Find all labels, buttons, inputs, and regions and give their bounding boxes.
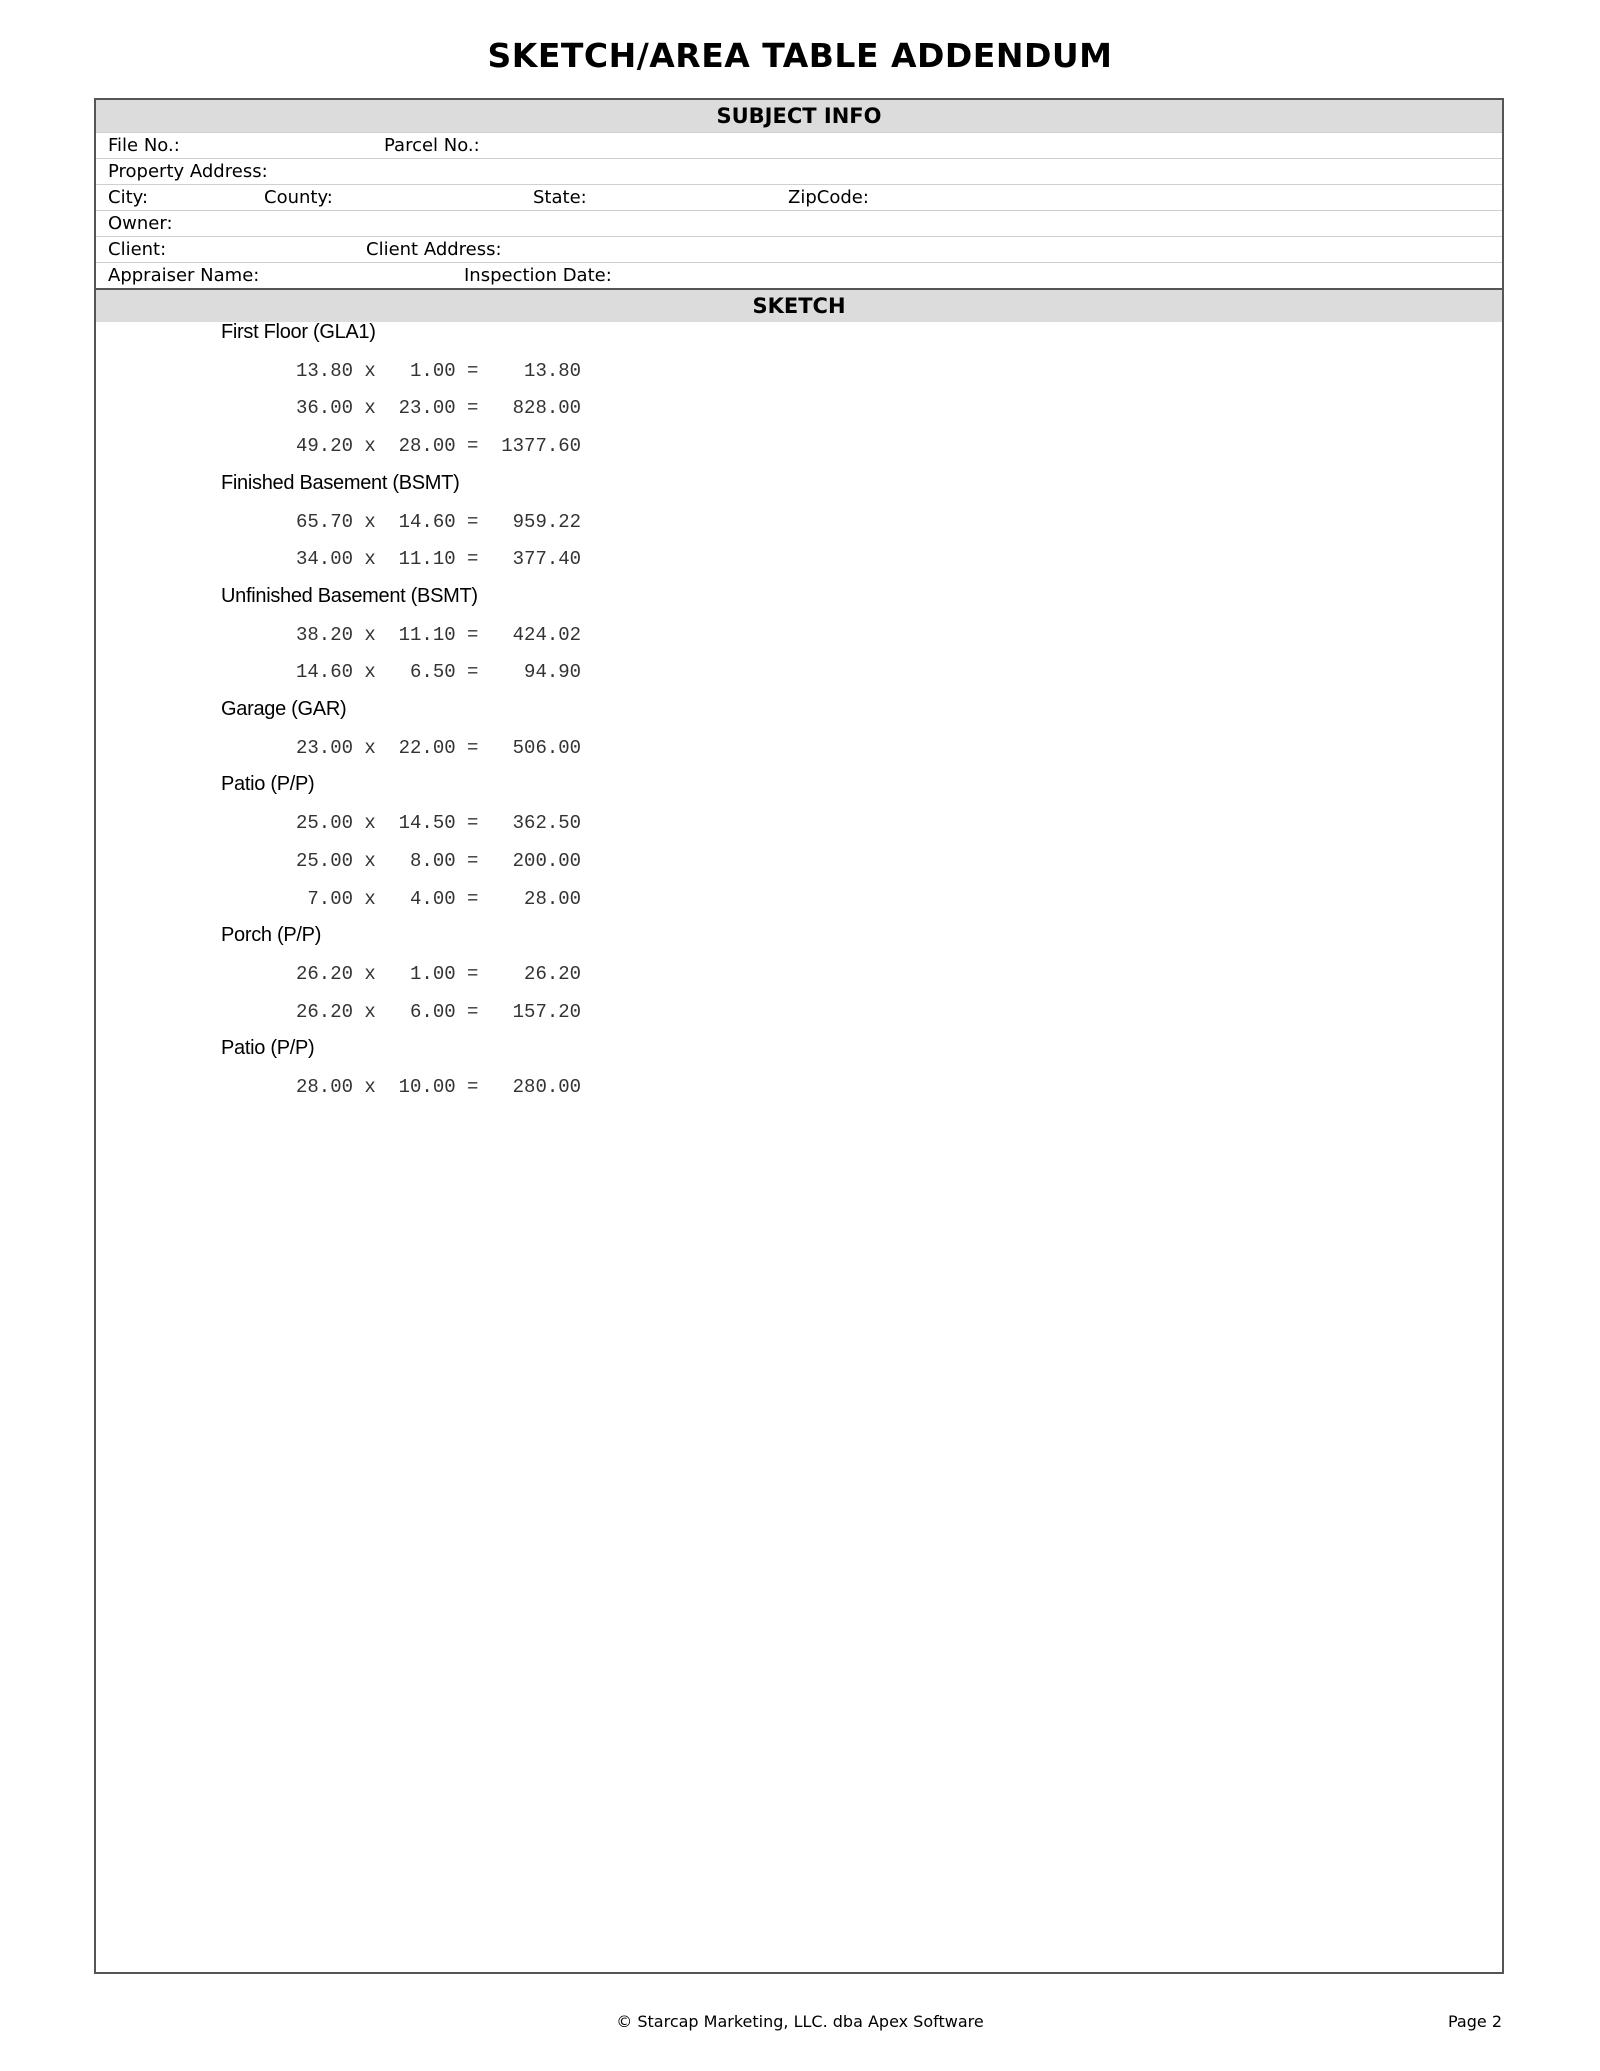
addendum-frame [94,98,1504,1974]
sketch-heading: SKETCH [96,290,1502,322]
info-row-file [96,132,1502,158]
area-calc-line: 38.20 x 11.10 = 424.02 [296,623,582,646]
area-label: Patio (P/P) [221,773,315,796]
property-address-label: Property Address: [108,161,268,182]
area-calc-line: 26.20 x 6.00 = 157.20 [296,1000,582,1023]
area-calc-line: 49.20 x 28.00 = 1377.60 [296,435,582,458]
area-label: Patio (P/P) [221,1037,315,1060]
area-label: Garage (GAR) [221,698,347,720]
area-label: Porch (P/P) [221,924,322,947]
area-calculations [96,322,1502,1922]
area-calc-line: 26.20 x 1.00 = 26.20 [296,962,582,985]
area-label: Finished Basement (BSMT) [221,471,460,494]
area-calc-line: 28.00 x 10.00 = 280.00 [296,1076,582,1098]
page-number: Page 2 [1448,2012,1502,2031]
parcel-no-label: Parcel No.: [384,135,480,156]
client-address-label: Client Address: [366,239,502,260]
county-label: County: [264,187,333,208]
info-row-owner [96,210,1502,236]
document-title: SKETCH/AREA TABLE ADDENDUM [487,36,1113,75]
file-no-label: File No.: [108,135,180,156]
info-row-appraiser [96,262,1502,290]
info-row-city [96,184,1502,210]
city-label: City: [108,187,149,208]
area-calc-line: 36.00 x 23.00 = 828.00 [296,397,582,420]
area-label: First Floor (GLA1) [221,321,376,343]
footer-copyright: © Starcap Marketing, LLC. dba Apex Software [616,2012,984,2031]
area-label: Unfinished Basement (BSMT) [221,584,478,607]
subject-info-heading: SUBJECT INFO [96,100,1502,132]
zipcode-label: ZipCode: [788,187,869,208]
area-calc-line: 34.00 x 11.10 = 377.40 [296,548,582,571]
area-calc-line: 25.00 x 8.00 = 200.00 [296,849,582,872]
client-label: Client: [108,239,167,260]
state-label: State: [533,187,587,208]
info-row-address [96,158,1502,184]
owner-label: Owner: [108,213,173,234]
area-calc-line: 7.00 x 4.00 = 28.00 [296,887,582,910]
info-row-client [96,236,1502,262]
appraiser-name-label: Appraiser Name: [108,265,260,286]
area-calc-line: 65.70 x 14.60 = 959.22 [296,510,582,533]
area-calc-line: 13.80 x 1.00 = 13.80 [296,359,582,382]
inspection-date-label: Inspection Date: [464,265,612,286]
area-calc-line: 14.60 x 6.50 = 94.90 [296,661,582,684]
area-calc-line: 23.00 x 22.00 = 506.00 [296,736,582,759]
area-calc-line: 25.00 x 14.50 = 362.50 [296,812,582,835]
